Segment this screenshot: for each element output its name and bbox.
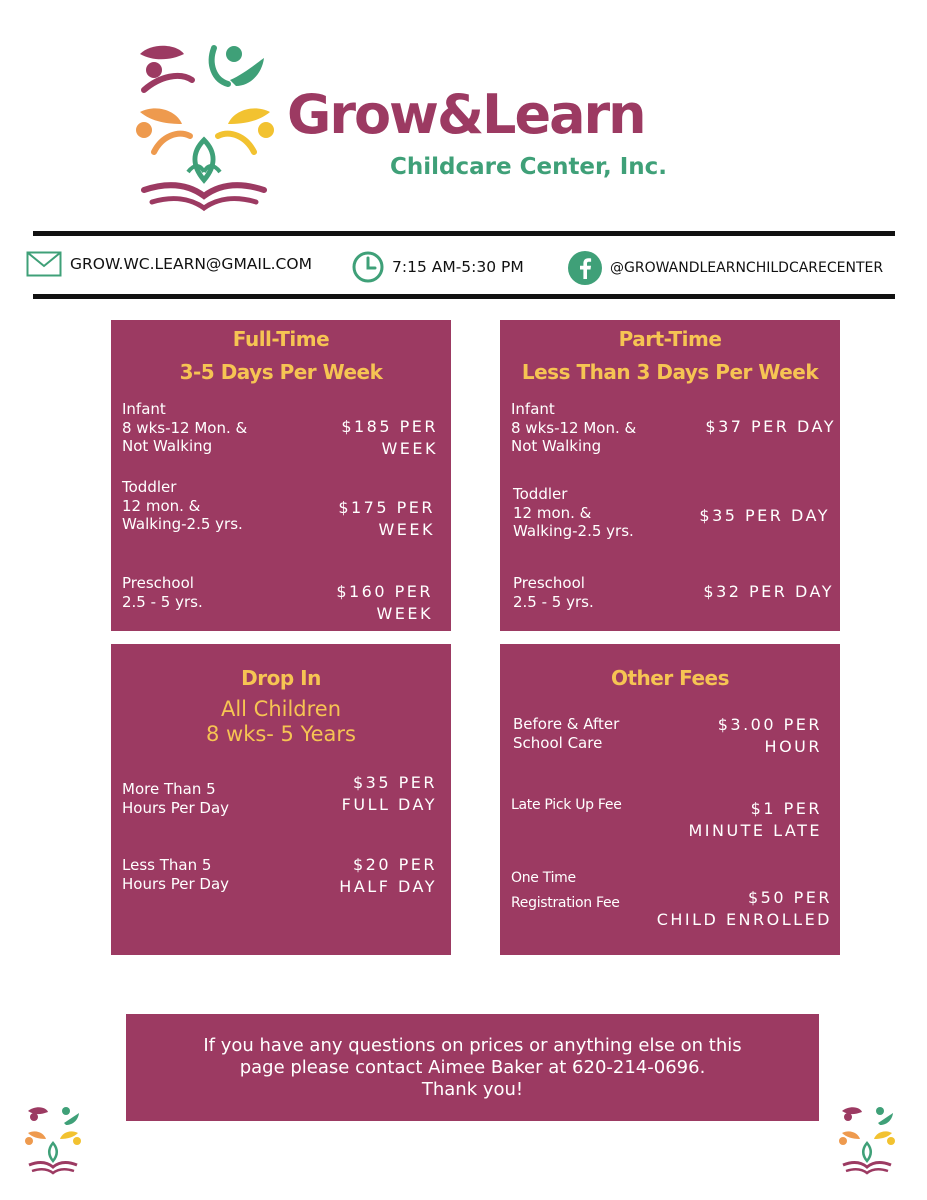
label-line: 8 wks-12 Mon. &	[511, 418, 637, 437]
late-pickup-label	[511, 796, 622, 815]
label-line: 8 wks-12 Mon. &	[122, 418, 248, 437]
label-line: Hours Per Day	[122, 798, 230, 817]
label-line: School Care	[513, 733, 603, 752]
price-line: FULL DAY	[341, 795, 437, 814]
label-line: Late Pick Up Fee	[511, 797, 622, 813]
part-time-box	[500, 320, 840, 631]
part-time-subtitle: Less Than 3 Days Per Week	[521, 360, 819, 384]
label-line: Toddler	[122, 478, 177, 496]
brand-title: Grow&Learn	[287, 83, 645, 146]
facebook-contact[interactable]	[568, 251, 883, 285]
before-after-price	[718, 714, 822, 758]
price-line: CHILD ENROLLED	[656, 910, 832, 929]
mini-logo-icon	[838, 1105, 896, 1177]
label-line: 2.5 - 5 yrs.	[513, 592, 594, 611]
label-line: Preschool	[122, 574, 194, 592]
part-time-toddler-price	[699, 505, 830, 527]
hours-contact	[352, 251, 524, 283]
part-time-preschool-price	[703, 581, 834, 603]
facebook-handle: @GROWANDLEARNCHILDCARECENTER	[610, 260, 884, 276]
label-line: Toddler	[513, 485, 568, 503]
note-line: If you have any questions on prices or anything else on this	[203, 1035, 742, 1056]
price-line: WEEK	[378, 520, 435, 539]
label-line: 2.5 - 5 yrs.	[122, 592, 203, 611]
contact-note	[126, 1014, 819, 1121]
part-time-infant-price	[705, 416, 836, 438]
label-line: Not Walking	[122, 437, 213, 455]
price-line: $1 PER	[750, 799, 822, 818]
contact-bar	[0, 243, 927, 293]
facebook-icon	[568, 251, 602, 285]
full-time-infant-price	[341, 416, 438, 460]
label-line: 12 mon. &	[513, 503, 592, 522]
drop-in-title: Drop In	[241, 666, 321, 690]
mini-logo-icon	[24, 1105, 82, 1177]
label-line: Infant	[511, 400, 555, 418]
label-line: Walking-2.5 yrs.	[513, 522, 634, 540]
envelope-icon	[26, 251, 62, 277]
part-time-toddler-label	[513, 485, 634, 541]
full-time-subtitle: 3-5 Days Per Week	[179, 360, 383, 384]
price-line: HALF DAY	[339, 877, 437, 896]
full-time-toddler-price	[338, 497, 435, 541]
label-line: Walking-2.5 yrs.	[122, 515, 243, 533]
drop-in-full-label	[122, 780, 229, 817]
price-line: $37 PER DAY	[705, 417, 836, 436]
drop-in-half-label	[122, 856, 229, 893]
full-time-box	[111, 320, 451, 631]
price-line: $20 PER	[353, 855, 437, 874]
email-contact[interactable]	[26, 251, 312, 277]
drop-in-full-price	[342, 772, 437, 816]
label-line: Hours Per Day	[122, 874, 230, 893]
other-fees-box	[500, 644, 840, 955]
drop-in-box	[111, 644, 451, 955]
registration-price	[657, 887, 832, 931]
brand-subtitle: Childcare Center, Inc.	[390, 154, 668, 180]
label-line: 12 mon. &	[122, 496, 201, 515]
brand-logo-icon	[132, 40, 277, 215]
label-line: Less Than 5	[122, 856, 212, 874]
price-line: $175 PER	[338, 498, 435, 517]
bottom-divider	[33, 294, 895, 299]
label-line: Before & After	[513, 715, 620, 733]
full-time-toddler-label	[122, 478, 243, 534]
email-text: GROW.WC.LEARN@GMAIL.COM	[70, 255, 312, 273]
label-line: Registration Fee	[511, 895, 620, 911]
part-time-infant-label	[511, 400, 636, 456]
part-time-preschool-label	[513, 574, 594, 611]
price-line: $35 PER	[353, 773, 437, 792]
late-pickup-price	[688, 798, 822, 842]
price-line: $185 PER	[341, 417, 438, 436]
price-line: HOUR	[764, 737, 822, 756]
label-line: Not Walking	[511, 437, 602, 455]
price-line: $35 PER DAY	[699, 506, 830, 525]
price-line: $160 PER	[336, 582, 433, 601]
price-line: WEEK	[381, 439, 438, 458]
price-line: WEEK	[376, 604, 433, 623]
full-time-preschool-price	[336, 581, 433, 625]
part-time-title: Part-Time	[618, 327, 722, 351]
full-time-preschool-label	[122, 574, 203, 611]
label-line: One Time	[511, 870, 576, 886]
full-time-infant-label	[122, 400, 247, 456]
label-line: Infant	[122, 400, 166, 418]
drop-in-subtitle-1: All Children	[220, 697, 342, 721]
note-line: Thank you!	[421, 1079, 524, 1100]
before-after-label	[513, 715, 619, 752]
drop-in-subtitle-2: 8 wks- 5 Years	[205, 722, 356, 746]
label-line: More Than 5	[122, 780, 216, 798]
top-divider	[33, 231, 895, 236]
clock-icon	[352, 251, 384, 283]
price-line: $32 PER DAY	[703, 582, 834, 601]
price-line: $50 PER	[748, 888, 832, 907]
note-line: page please contact Aimee Baker at 620-214-0696.	[239, 1057, 706, 1078]
full-time-title: Full-Time	[232, 327, 330, 351]
registration-label	[511, 866, 620, 916]
price-line: MINUTE LATE	[688, 821, 822, 840]
label-line: Preschool	[513, 574, 585, 592]
price-line: $3.00 PER	[717, 715, 822, 734]
drop-in-half-price	[339, 854, 437, 898]
hours-text: 7:15 AM-5:30 PM	[392, 258, 524, 276]
other-fees-title: Other Fees	[610, 666, 730, 690]
